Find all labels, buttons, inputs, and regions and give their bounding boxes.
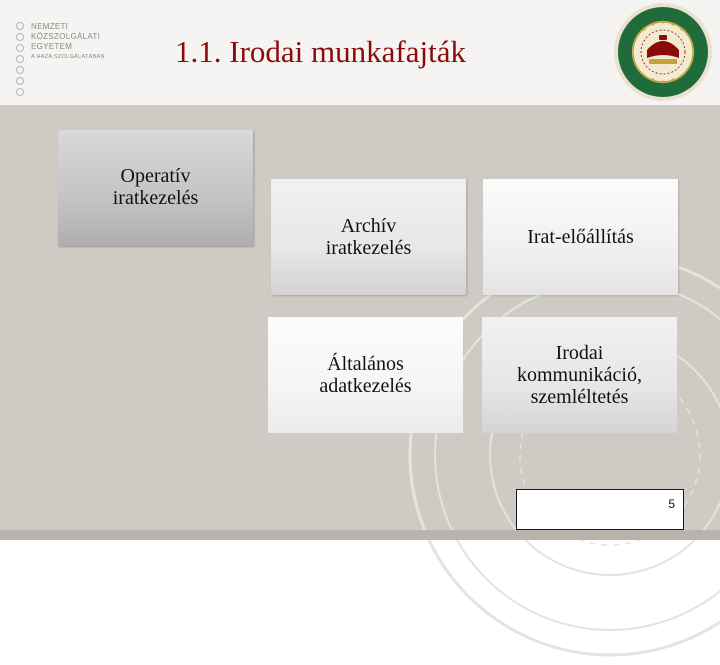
box-operativ-iratkezeles [58, 130, 253, 246]
slide-header [0, 0, 720, 105]
logo-line-3: EGYETEM [31, 42, 73, 51]
footer-strip [0, 530, 720, 540]
logo-tagline: A HAZA SZOLGÁLATÁBAN [31, 54, 105, 60]
box-operativ-line-1: Operatív [120, 165, 191, 187]
slide-title: 1.1. Irodai munkafajták [175, 34, 466, 69]
university-logo-text [31, 22, 105, 62]
page-number-box [516, 489, 684, 530]
box-altalanos-line-1: Általános [327, 353, 404, 375]
box-altalanos-adatkezeles [268, 317, 463, 433]
box-irat-eloallitas [483, 179, 678, 295]
box-irodai-line-3: szemléltetés [530, 386, 629, 408]
box-operativ-line-2: iratkezelés [112, 187, 199, 209]
box-archiv-line-1: Archív [340, 215, 397, 237]
logo-line-1: NEMZETI [31, 22, 69, 31]
box-archiv-line-2: iratkezelés [325, 237, 412, 259]
box-archiv-iratkezeles [271, 179, 466, 295]
box-irat-line-1: Irat-előállítás [527, 226, 634, 248]
box-irodai-kommunikacio [482, 317, 677, 433]
university-logo-mark [16, 22, 24, 99]
university-seal-icon [613, 2, 713, 102]
box-irodai-line-2: kommunikáció, [517, 364, 642, 386]
seal-watermark-icon [400, 245, 720, 665]
box-altalanos-line-2: adatkezelés [319, 375, 412, 397]
logo-line-2: KÖZSZOLGÁLATI [31, 32, 101, 41]
page-number: 5 [668, 497, 675, 511]
box-irodai-line-1: Irodai [555, 342, 604, 364]
